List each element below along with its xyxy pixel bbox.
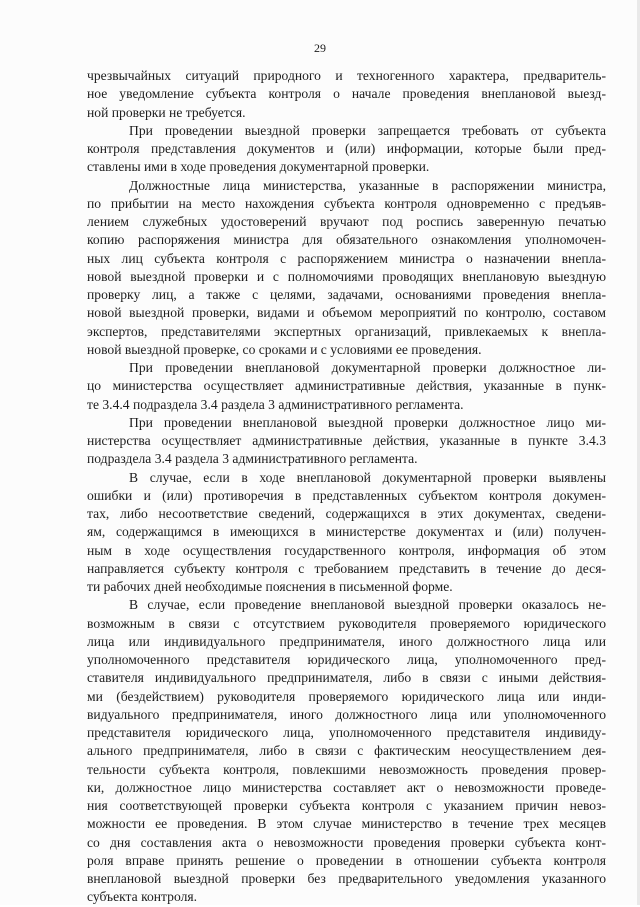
text-line: лица или индивидуального предпринимателя, иного должностного лица или: [87, 633, 606, 649]
paragraph: [87, 469, 606, 597]
text-line: внеплановой выездной проверки без предварительного уведомления указанного: [87, 871, 606, 886]
text-line: новой выездной проверки и с полномочиями проводящих внеплановую выездную: [87, 268, 606, 284]
paragraph: [87, 122, 606, 177]
paragraph: [87, 414, 606, 469]
text-line: В случае, если в ходе внеплановой документарной проверки выявлены: [129, 469, 606, 485]
text-line: можности ее проведения. В этом случае министерство в течение трех месяцев: [87, 816, 606, 832]
text-line: чрезвычайных ситуаций природного и техногенного характера, предваритель-: [87, 68, 606, 83]
document-body: [87, 67, 606, 907]
text-line: ставителя индивидуального предпринимателя, либо в связи с иными действия-: [87, 670, 606, 686]
text-line: ям, содержащимся в имеющихся в министерстве документах и (или) получен-: [87, 524, 606, 540]
text-line: ной проверки не требуется.: [87, 104, 246, 120]
text-line: В случае, если проведение внеплановой выездной проверки оказалось не-: [129, 597, 606, 613]
text-line: те 3.4.4 подраздела 3.4 раздела 3 административного регламента.: [87, 396, 464, 412]
text-line: ное уведомление субъекта контроля о начале проведения внеплановой выезд-: [87, 86, 606, 102]
text-line: Должностные лица министерства, указанные в распоряжении министра,: [129, 177, 606, 193]
text-line: ным в ходе осуществления государственного контроля, информация об этом: [87, 542, 606, 558]
text-line: При проведении внеплановой выездной проверки должностное лицо ми-: [129, 414, 606, 430]
text-line: роля вправе принять решение о проведении в отношении субъекта контроля: [87, 852, 606, 868]
text-line: экспертов, представителями экспертных организаций, привлекаемых к внепла-: [87, 323, 606, 339]
text-line: При проведении внеплановой документарной проверки должностное ли-: [129, 360, 606, 375]
text-line: ных лиц субъекта контроля с распоряжением министра о назначении внепла-: [87, 250, 606, 266]
text-line: нистерства осуществляет административные действия, указанные в пункте 3.4.3: [87, 433, 606, 448]
paragraph: [87, 67, 606, 122]
page-number: 29: [314, 41, 326, 55]
text-line: копию распоряжения министра для обязательного ознакомления уполномочен-: [87, 232, 606, 248]
paragraph: [87, 177, 606, 360]
text-line: ального предпринимателя, либо в связи с фактическим неосуществлением дея-: [87, 743, 606, 759]
text-line: по прибытии на место нахождения субъекта контроля одновременно с предъяв-: [87, 195, 606, 211]
text-line: уполномоченного представителя юридического лица, уполномоченного пред-: [87, 652, 606, 667]
text-line: ния соответствующей проверки субъекта контроля с указанием причин невоз-: [87, 798, 606, 813]
text-line: направляется субъекту контроля с требованием представить в течение до деся-: [87, 560, 606, 576]
paragraph: [87, 359, 606, 414]
text-line: видуального предпринимателя, иного должностного лица или уполномоченного: [87, 706, 606, 722]
text-line: представителя юридического лица, уполномоченного представителя индивиду-: [87, 725, 606, 740]
text-line: возможным в связи с отсутствием руководителя проверяемого юридического: [87, 615, 606, 631]
text-line: тах, либо несоответствие сведений, содержащихся в этих документах, сведени-: [87, 506, 606, 521]
text-line: ти рабочих дней необходимые пояснения в письменной форме.: [87, 579, 453, 594]
paragraph: [87, 596, 606, 906]
text-line: со дня составления акта о невозможности проведения проверки субъекта конт-: [87, 834, 606, 850]
text-line: ми (бездействием) руководителя проверяемого юридического лица или инди-: [87, 688, 606, 704]
text-line: ки, должностное лицо министерства составляет акт о невозможности проведе-: [87, 779, 606, 795]
text-line: ставлены ими в ходе проведения документарной проверки.: [87, 159, 430, 175]
text-line: лением служебных удостоверений вручают под роспись заверенную печатью: [87, 214, 606, 229]
text-line: субъекта контроля.: [87, 889, 198, 905]
text-line: новой выездной проверки, видами и объемом мероприятий по контролю, составом: [87, 305, 606, 321]
text-line: При проведении выездной проверки запрещается требовать от субъекта: [129, 122, 606, 138]
text-line: проверку лиц, а также с целями, задачами, основаниями проведения внепла-: [87, 287, 606, 302]
text-line: цо министерства осуществляет административные действия, указанные в пунк-: [87, 378, 606, 394]
text-line: подраздела 3.4 раздела 3 административного регламента.: [87, 451, 418, 467]
text-line: контроля представления документов и (или) информации, которые были пред-: [87, 141, 606, 156]
text-line: новой выездной проверке, со сроками и с условиями ее проведения.: [87, 341, 482, 357]
text-line: тельности субъекта контроля, повлекшими невозможность проведения провер-: [87, 761, 606, 777]
text-line: ошибки и (или) противоречия в представленных субъектом контроля докумен-: [87, 487, 606, 503]
